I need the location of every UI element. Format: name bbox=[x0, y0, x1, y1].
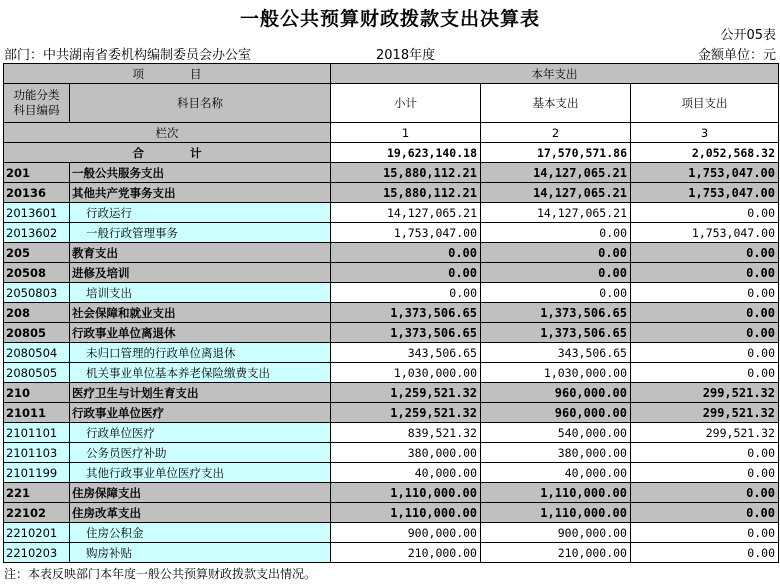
project-value[interactable]: 0.00 bbox=[631, 243, 779, 263]
project-value[interactable]: 299,521.32 bbox=[631, 423, 779, 443]
subject-code[interactable]: 221 bbox=[4, 483, 70, 503]
table-row[interactable] bbox=[4, 283, 779, 303]
subject-name[interactable]: 医疗卫生与计划生育支出 bbox=[70, 383, 331, 403]
subtotal-value[interactable]: 15,880,112.21 bbox=[331, 183, 481, 203]
basic-value[interactable]: 900,000.00 bbox=[481, 523, 631, 543]
basic-header: 基本支出 bbox=[481, 84, 631, 123]
subject-name[interactable]: 住房改革支出 bbox=[70, 503, 331, 523]
subtotal-value[interactable]: 1,110,000.00 bbox=[331, 503, 481, 523]
project-value[interactable]: 299,521.32 bbox=[631, 383, 779, 403]
subtotal-value[interactable]: 0.00 bbox=[331, 263, 481, 283]
subject-name-header: 科目名称 bbox=[70, 84, 331, 123]
subtotal-value[interactable]: 1,753,047.00 bbox=[331, 223, 481, 243]
subject-name[interactable]: 公务员医疗补助 bbox=[70, 443, 331, 463]
subtotal-value[interactable]: 0.00 bbox=[331, 243, 481, 263]
project-value[interactable]: 0.00 bbox=[631, 203, 779, 223]
project-value[interactable]: 0.00 bbox=[631, 463, 779, 483]
table-row[interactable] bbox=[4, 203, 779, 223]
subject-code[interactable]: 20508 bbox=[4, 263, 70, 283]
project-value[interactable]: 0.00 bbox=[631, 263, 779, 283]
subject-name[interactable]: 其他共产党事务支出 bbox=[70, 183, 331, 203]
subject-name[interactable]: 行政事业单位医疗 bbox=[70, 403, 331, 423]
report-title: 一般公共预算财政拨款支出决算表 bbox=[239, 8, 540, 30]
subject-name[interactable]: 住房保障支出 bbox=[70, 483, 331, 503]
subtotal-value[interactable]: 1,373,506.65 bbox=[331, 303, 481, 323]
basic-value[interactable]: 1,110,000.00 bbox=[481, 483, 631, 503]
column-index-row bbox=[4, 123, 779, 143]
table-row[interactable] bbox=[4, 463, 779, 483]
subject-name[interactable]: 行政事业单位离退休 bbox=[70, 323, 331, 343]
table-row[interactable] bbox=[4, 243, 779, 263]
basic-value[interactable]: 14,127,065.21 bbox=[481, 183, 631, 203]
basic-value[interactable]: 540,000.00 bbox=[481, 423, 631, 443]
current-year-header: 本年支出 bbox=[331, 64, 779, 84]
project-value[interactable]: 0.00 bbox=[631, 363, 779, 383]
subject-name[interactable]: 住房公积金 bbox=[70, 523, 331, 543]
project-value[interactable]: 0.00 bbox=[631, 523, 779, 543]
subject-code[interactable]: 2101103 bbox=[4, 443, 70, 463]
basic-value[interactable]: 0.00 bbox=[481, 223, 631, 243]
subtotal-value[interactable]: 839,521.32 bbox=[331, 423, 481, 443]
subject-name[interactable]: 教育支出 bbox=[70, 243, 331, 263]
table-row[interactable] bbox=[4, 183, 779, 203]
subject-name[interactable]: 社会保障和就业支出 bbox=[70, 303, 331, 323]
table-row[interactable] bbox=[4, 443, 779, 463]
subject-code[interactable]: 2013602 bbox=[4, 223, 70, 243]
project-value[interactable]: 0.00 bbox=[631, 343, 779, 363]
subject-code[interactable]: 201 bbox=[4, 163, 70, 183]
item-header: 项 目 bbox=[4, 64, 331, 84]
subtotal-value[interactable]: 380,000.00 bbox=[331, 443, 481, 463]
col-index-1: 1 bbox=[331, 123, 481, 143]
total-basic: 17,570,571.86 bbox=[481, 143, 631, 163]
project-value[interactable]: 1,753,047.00 bbox=[631, 223, 779, 243]
subtotal-value[interactable]: 1,259,521.32 bbox=[331, 383, 481, 403]
department-label: 部门：中共湖南省委机构编制委员会办公室 bbox=[4, 48, 252, 63]
subject-code[interactable]: 20136 bbox=[4, 183, 70, 203]
project-value[interactable]: 0.00 bbox=[631, 303, 779, 323]
table-row[interactable] bbox=[4, 543, 779, 563]
basic-value[interactable]: 14,127,065.21 bbox=[481, 203, 631, 223]
basic-value[interactable]: 343,506.65 bbox=[481, 343, 631, 363]
subtotal-value[interactable]: 15,880,112.21 bbox=[331, 163, 481, 183]
basic-value[interactable]: 1,030,000.00 bbox=[481, 363, 631, 383]
subtotal-value[interactable]: 1,030,000.00 bbox=[331, 363, 481, 383]
total-row bbox=[4, 143, 779, 163]
subject-code[interactable]: 205 bbox=[4, 243, 70, 263]
project-value[interactable]: 0.00 bbox=[631, 323, 779, 343]
subtotal-value[interactable]: 14,127,065.21 bbox=[331, 203, 481, 223]
subtotal-value[interactable]: 1,259,521.32 bbox=[331, 403, 481, 423]
total-subtotal: 19,623,140.18 bbox=[331, 143, 481, 163]
subject-name[interactable]: 行政单位医疗 bbox=[70, 423, 331, 443]
expenditure-table bbox=[3, 63, 779, 563]
subject-name[interactable]: 培训支出 bbox=[70, 283, 331, 303]
project-value[interactable]: 0.00 bbox=[631, 543, 779, 563]
subject-code[interactable]: 20805 bbox=[4, 323, 70, 343]
basic-value[interactable]: 0.00 bbox=[481, 283, 631, 303]
subject-name[interactable]: 其他行政事业单位医疗支出 bbox=[70, 463, 331, 483]
subtotal-value[interactable]: 1,110,000.00 bbox=[331, 483, 481, 503]
header-row-1 bbox=[4, 64, 779, 84]
table-row[interactable] bbox=[4, 383, 779, 403]
subject-code[interactable]: 208 bbox=[4, 303, 70, 323]
table-row[interactable] bbox=[4, 303, 779, 323]
footnote: 注：本表反映部门本年度一般公共预算财政拨款支出情况。 bbox=[4, 567, 317, 581]
subject-code[interactable]: 2013601 bbox=[4, 203, 70, 223]
table-row[interactable] bbox=[4, 503, 779, 523]
subject-name[interactable]: 一般行政管理事务 bbox=[70, 223, 331, 243]
table-row[interactable] bbox=[4, 163, 779, 183]
subject-name[interactable]: 机关事业单位基本养老保险缴费支出 bbox=[70, 363, 331, 383]
subtotal-value[interactable]: 1,373,506.65 bbox=[331, 323, 481, 343]
total-label: 合 计 bbox=[4, 143, 331, 163]
basic-value[interactable]: 1,110,000.00 bbox=[481, 503, 631, 523]
table-row[interactable] bbox=[4, 483, 779, 503]
project-value[interactable]: 0.00 bbox=[631, 283, 779, 303]
table-row[interactable] bbox=[4, 263, 779, 283]
table-row[interactable] bbox=[4, 323, 779, 343]
project-value[interactable]: 0.00 bbox=[631, 503, 779, 523]
subject-code[interactable]: 2080505 bbox=[4, 363, 70, 383]
col-index-2: 2 bbox=[481, 123, 631, 143]
subtotal-value[interactable]: 210,000.00 bbox=[331, 543, 481, 563]
subject-name[interactable]: 行政运行 bbox=[70, 203, 331, 223]
subject-name[interactable]: 未归口管理的行政单位离退休 bbox=[70, 343, 331, 363]
subject-name[interactable]: 一般公共服务支出 bbox=[70, 163, 331, 183]
func-code-header: 功能分类 科目编码 bbox=[4, 84, 70, 123]
subject-code[interactable]: 2101199 bbox=[4, 463, 70, 483]
subject-code[interactable]: 2210203 bbox=[4, 543, 70, 563]
subject-code[interactable]: 21011 bbox=[4, 403, 70, 423]
subject-code[interactable]: 22102 bbox=[4, 503, 70, 523]
subject-code[interactable]: 2080504 bbox=[4, 343, 70, 363]
table-row[interactable] bbox=[4, 223, 779, 243]
basic-value[interactable]: 1,373,506.65 bbox=[481, 323, 631, 343]
subject-code[interactable]: 2101101 bbox=[4, 423, 70, 443]
basic-value[interactable]: 960,000.00 bbox=[481, 383, 631, 403]
header-row-2 bbox=[4, 84, 779, 123]
subtotal-value[interactable]: 40,000.00 bbox=[331, 463, 481, 483]
basic-value[interactable]: 14,127,065.21 bbox=[481, 163, 631, 183]
form-code: 公开05表 bbox=[720, 28, 776, 43]
table-row[interactable] bbox=[4, 423, 779, 443]
subtotal-value[interactable]: 0.00 bbox=[331, 283, 481, 303]
table-row[interactable] bbox=[4, 403, 779, 423]
subject-code[interactable]: 2210201 bbox=[4, 523, 70, 543]
project-header: 项目支出 bbox=[631, 84, 779, 123]
subject-name[interactable]: 进修及培训 bbox=[70, 263, 331, 283]
project-value[interactable]: 1,753,047.00 bbox=[631, 183, 779, 203]
subtotal-header: 小计 bbox=[331, 84, 481, 123]
subject-name[interactable]: 购房补贴 bbox=[70, 543, 331, 563]
table-row[interactable] bbox=[4, 523, 779, 543]
subject-code[interactable]: 210 bbox=[4, 383, 70, 403]
column-index-label: 栏次 bbox=[4, 123, 331, 143]
basic-value[interactable]: 40,000.00 bbox=[481, 463, 631, 483]
year-label: 2018年度 bbox=[376, 48, 436, 63]
basic-value[interactable]: 380,000.00 bbox=[481, 443, 631, 463]
basic-value[interactable]: 960,000.00 bbox=[481, 403, 631, 423]
unit-label: 金额单位：元 bbox=[697, 48, 776, 63]
basic-value[interactable]: 0.00 bbox=[481, 243, 631, 263]
col-index-3: 3 bbox=[631, 123, 779, 143]
project-value[interactable]: 1,753,047.00 bbox=[631, 163, 779, 183]
total-project: 2,052,568.32 bbox=[631, 143, 779, 163]
basic-value[interactable]: 0.00 bbox=[481, 263, 631, 283]
subtotal-value[interactable]: 900,000.00 bbox=[331, 523, 481, 543]
project-value[interactable]: 0.00 bbox=[631, 443, 779, 463]
basic-value[interactable]: 1,373,506.65 bbox=[481, 303, 631, 323]
subtotal-value[interactable]: 343,506.65 bbox=[331, 343, 481, 363]
subject-code[interactable]: 2050803 bbox=[4, 283, 70, 303]
project-value[interactable]: 0.00 bbox=[631, 483, 779, 503]
basic-value[interactable]: 210,000.00 bbox=[481, 543, 631, 563]
project-value[interactable]: 299,521.32 bbox=[631, 403, 779, 423]
table-row[interactable] bbox=[4, 343, 779, 363]
table-row[interactable] bbox=[4, 363, 779, 383]
